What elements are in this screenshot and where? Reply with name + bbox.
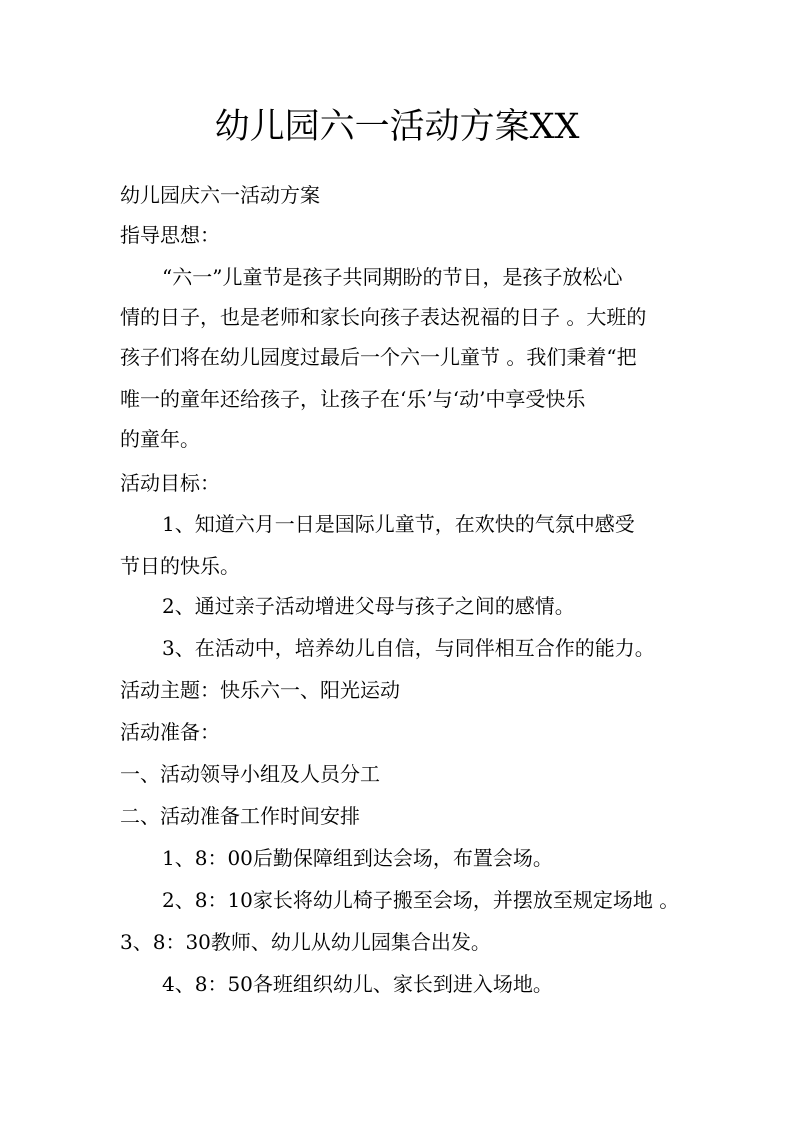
doc-line-5: 孩子们将在幼儿园度过最后一个六一儿童节 。我们秉着“把 [120, 345, 637, 369]
doc-line-15: 一、活动领导小组及人员分工 [120, 762, 380, 786]
doc-line-13: 活动主题：快乐六一、阳光运动 [120, 678, 400, 702]
doc-line-2: 指导思想： [120, 223, 220, 247]
doc-line-12: 3、在活动中，培养幼儿自信，与同伴相互合作的能力。 [162, 636, 655, 660]
doc-line-4: 情的日子，也是老师和家长向孩子表达祝福的日子 。大班的 [120, 305, 647, 329]
doc-line-19: 3、8：30教师、幼儿从幼儿园集合出发。 [120, 930, 491, 954]
doc-line-11: 2、通过亲子活动增进父母与孩子之间的感情。 [162, 594, 575, 618]
doc-line-8: 活动目标： [120, 471, 220, 495]
doc-line-7: 的童年。 [120, 427, 200, 451]
document-title: 幼儿园六一活动方案XX [214, 107, 580, 147]
doc-line-1: 幼儿园庆六一活动方案 [120, 183, 320, 207]
doc-line-16: 二、活动准备工作时间安排 [120, 804, 360, 828]
doc-line-18: 2、8：10家长将幼儿椅子搬至会场，并摆放至规定场地 。 [162, 888, 680, 912]
doc-line-17: 1、8：00后勤保障组到达会场，布置会场。 [162, 846, 553, 870]
doc-line-9: 1、知道六月一日是国际儿童节，在欢快的气氛中感受 [162, 512, 635, 536]
doc-line-3: “六一”儿童节是孩子共同期盼的节日，是孩子放松心 [162, 265, 623, 289]
doc-line-20: 4、8：50各班组织幼儿、家长到进入场地。 [162, 972, 553, 996]
doc-line-14: 活动准备： [120, 720, 220, 744]
doc-line-10: 节日的快乐。 [120, 554, 240, 578]
doc-line-6: 唯一的童年还给孩子，让孩子在‘乐’与‘动’中享受快乐 [120, 387, 586, 411]
